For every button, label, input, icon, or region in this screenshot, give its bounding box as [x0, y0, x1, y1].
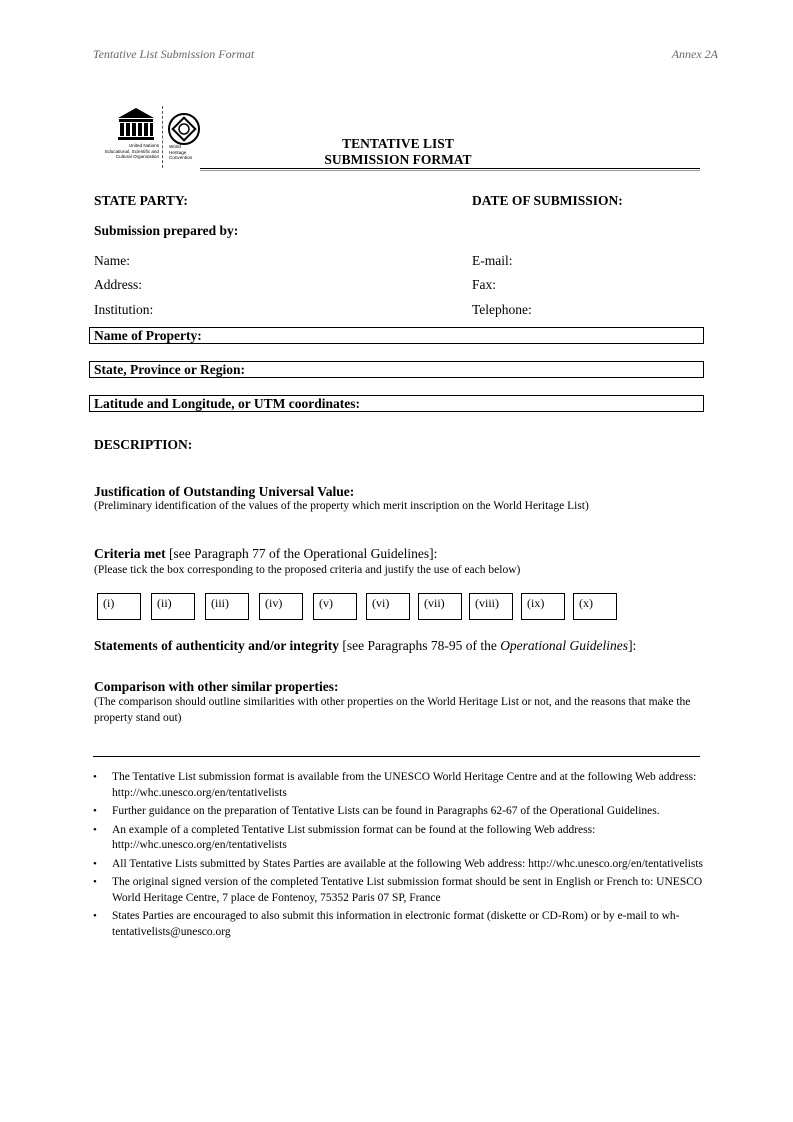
- note-text: The Tentative List submission format is available from the UNESCO World Heritage Centre and at the following Web address: http://whc.unesco.org/en/tentativelists: [112, 771, 697, 799]
- bullet-icon: •: [93, 910, 97, 922]
- state-party-label: STATE PARTY:: [94, 193, 188, 208]
- justification-note: (Preliminary identification of the values of the property which merit inscription on the World Heritage List): [94, 500, 589, 512]
- criterion-checkbox-v[interactable]: (v): [313, 593, 357, 620]
- note-text: All Tentative Lists submitted by States Parties are available at the following Web address: http://whc.unesco.org/en/tentativelists: [112, 857, 704, 870]
- name-of-property-box[interactable]: Name of Property:: [89, 327, 704, 344]
- org-line-3: Cultural Organization: [115, 154, 159, 160]
- bullet-icon: •: [93, 771, 97, 783]
- authenticity-ref-b: Operational Guidelines: [500, 638, 629, 653]
- unesco-whc-logo: [93, 106, 203, 172]
- criterion-checkbox-x[interactable]: (x): [573, 593, 617, 620]
- note-text: An example of a completed Tentative List submission format can be found at the following Web address: http://whc.unesco.org/en/tentativelists: [112, 823, 596, 851]
- whc-line-1: World: [169, 144, 181, 149]
- list-item: [93, 770, 705, 801]
- org-line-2: Educational, Scientific and: [105, 148, 159, 154]
- bullet-icon: •: [93, 857, 97, 870]
- criterion-checkbox-vii[interactable]: (vii): [418, 593, 462, 620]
- criterion-checkbox-iv[interactable]: (iv): [259, 593, 303, 620]
- note-text: States Parties are encouraged to also submit this information in electronic format (diskette or CD-Rom) or by e-mail to wh-tentativelists@unesco.org: [112, 910, 680, 938]
- address-field-label: Address:: [94, 277, 142, 292]
- prepared-by-label: Submission prepared by:: [94, 223, 239, 238]
- criteria-title: Criteria met: [94, 546, 166, 561]
- note-text: Further guidance on the preparation of Tentative Lists can be found in Paragraphs 62-67 of the Operational Guidelines.: [112, 805, 660, 817]
- email-field-label: E-mail:: [472, 253, 513, 268]
- criterion-checkbox-iii[interactable]: (iii): [205, 593, 249, 620]
- criteria-heading: [94, 546, 437, 562]
- whc-line-3: Convention: [169, 155, 193, 161]
- lat-long-box[interactable]: Latitude and Longitude, or UTM coordinates:: [89, 395, 704, 412]
- header-left: Tentative List Submission Format: [93, 47, 255, 61]
- list-item: [93, 857, 705, 873]
- header-right: Annex 2A: [671, 47, 718, 61]
- org-line-1: United Nations: [128, 143, 159, 148]
- justification-title: Justification of Outstanding Universal Value:: [94, 484, 355, 499]
- authenticity-ref-a: [see Paragraphs 78-95 of the: [338, 638, 501, 653]
- authenticity-heading: [94, 638, 636, 654]
- unesco-temple-icon: [115, 106, 157, 142]
- authenticity-title: Statements of authenticity and/or integrity: [94, 638, 339, 653]
- list-item: [93, 875, 705, 906]
- criterion-checkbox-vi[interactable]: (vi): [366, 593, 410, 620]
- criterion-checkbox-ix[interactable]: (ix): [521, 593, 565, 620]
- criteria-note: (Please tick the box corresponding to the proposed criteria and justify the use of each below): [94, 564, 521, 576]
- institution-field-label: Institution:: [94, 302, 154, 317]
- logo-divider: [162, 106, 164, 168]
- world-heritage-emblem-icon: [167, 112, 201, 146]
- criterion-checkbox-i[interactable]: (i): [97, 593, 141, 620]
- notes-list: [93, 770, 705, 943]
- bullet-icon: •: [93, 823, 97, 836]
- name-field-label: Name:: [94, 253, 130, 268]
- title-rule: [200, 168, 700, 171]
- title-line-1: TENTATIVE LIST: [342, 136, 454, 151]
- note-text: The original signed version of the completed Tentative List submission format should be sent in English or French to: UNESCO World Heritage Centre, 7 place de Fontenoy, 75352 Paris 07 SP, France: [112, 876, 703, 904]
- bullet-icon: •: [93, 876, 97, 888]
- authenticity-ref-c: ]:: [628, 638, 637, 653]
- description-heading: DESCRIPTION:: [94, 437, 193, 452]
- page-title: [200, 136, 596, 168]
- state-province-box[interactable]: State, Province or Region:: [89, 361, 704, 378]
- date-of-submission-label: DATE OF SUBMISSION:: [472, 193, 623, 208]
- list-item: [93, 909, 705, 940]
- fax-field-label: Fax:: [472, 277, 497, 292]
- list-item: [93, 804, 705, 820]
- list-item: [93, 823, 705, 854]
- comparison-title: Comparison with other similar properties:: [94, 679, 339, 694]
- criterion-checkbox-ii[interactable]: (ii): [151, 593, 195, 620]
- bullet-icon: •: [93, 805, 97, 817]
- criteria-ref: [see Paragraph 77 of the Operational Guidelines]:: [165, 546, 438, 561]
- comparison-note: (The comparison should outline similarities with other properties on the World Heritage List or not, and the reasons that make the property stand out): [94, 696, 691, 724]
- footnote-separator: [93, 756, 700, 757]
- telephone-field-label: Telephone:: [472, 302, 532, 317]
- criterion-checkbox-viii[interactable]: (viii): [469, 593, 513, 620]
- whc-line-2: Heritage: [169, 149, 187, 155]
- title-line-2: SUBMISSION FORMAT: [324, 152, 472, 167]
